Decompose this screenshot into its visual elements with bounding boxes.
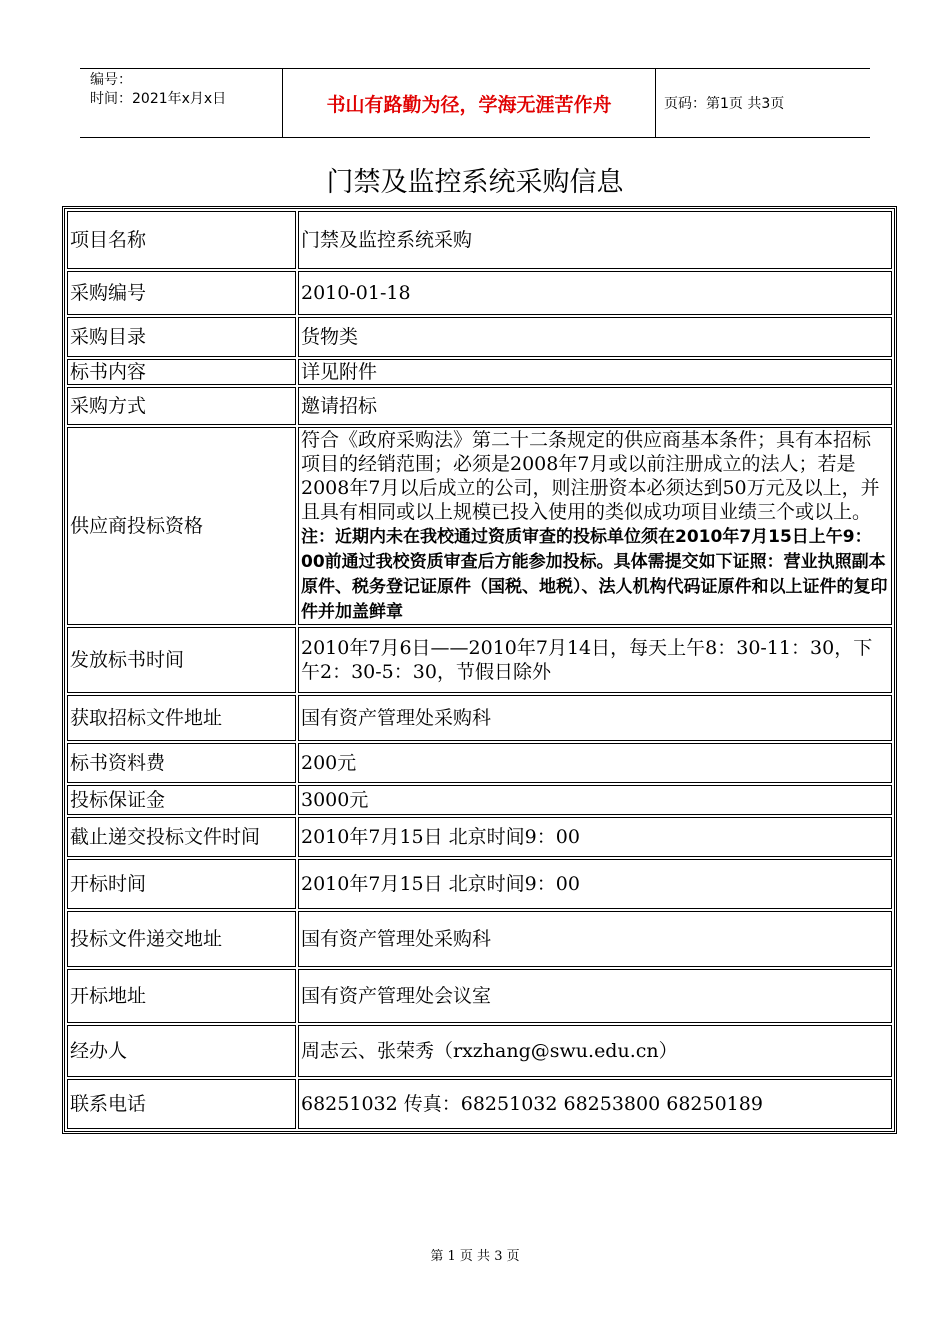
row-label: 投标文件递交地址 [67,911,296,967]
row-label: 截止递交投标文件时间 [67,817,296,857]
row-value-qualification [298,427,892,625]
row-label: 标书资料费 [67,743,296,783]
row-value: 门禁及监控系统采购 [298,211,892,269]
row-value: 货物类 [298,317,892,357]
date-line: 时间：2021年x月x日 [90,91,227,107]
row-label: 采购编号 [67,271,296,315]
qualification-note: 注：近期内未在我校通过资质审查的投标单位须在2010年7月15日上午9：00前通过我校资质审查后方能参加投标。具体需提交如下证照：营业执照副本原件、税务登记证原件（国税、地税）、法人机构代码证原件和以上证件的复印件并加盖鲜章 [301,527,888,622]
table-row [67,785,892,815]
row-value: 国有资产管理处采购科 [298,695,892,741]
table-row [67,695,892,741]
row-label: 联系电话 [67,1079,296,1129]
row-value: 2010年7月15日 北京时间9：00 [298,859,892,909]
table-row [67,211,892,269]
table-row [67,859,892,909]
table-row [67,817,892,857]
table-row [67,627,892,693]
number-label: 编号： [90,72,132,88]
table-row [67,427,892,625]
row-value: 200元 [298,743,892,783]
row-value: 国有资产管理处采购科 [298,911,892,967]
procurement-info-table [62,206,897,1134]
page-header [80,68,870,138]
table-row [67,743,892,783]
row-label: 经办人 [67,1025,296,1077]
row-value: 2010年7月6日——2010年7月14日，每天上午8：30-11：30，下午2：30-5：30，节假日除外 [298,627,892,693]
header-motto: 书山有路勤为径，学海无涯苦作舟 [282,69,656,137]
row-value: 周志云、张荣秀（rxzhang@swu.edu.cn） [298,1025,892,1077]
row-label: 开标时间 [67,859,296,909]
row-label: 采购方式 [67,387,296,425]
header-meta [80,69,282,137]
header-page-info: 页码：第1页 共3页 [664,96,785,112]
row-label: 开标地址 [67,969,296,1023]
row-label: 投标保证金 [67,785,296,815]
document-title: 门禁及监控系统采购信息 [326,167,624,198]
row-label: 发放标书时间 [67,627,296,693]
row-value: 3000元 [298,785,892,815]
row-value: 2010年7月15日 北京时间9：00 [298,817,892,857]
row-label: 获取招标文件地址 [67,695,296,741]
table-row [67,911,892,967]
row-value: 邀请招标 [298,387,892,425]
page-footer: 第 1 页 共 3 页 [430,1249,520,1264]
row-label: 标书内容 [67,359,296,385]
qualification-text: 符合《政府采购法》第二十二条规定的供应商基本条件；具有本招标项目的经销范围；必须是2008年7月或以前注册成立的法人；若是2008年7月以后成立的公司，则注册资本必须达到50万元及以上，并且具有相同或以上规模已投入使用的类似成功项目业绩三个或以上。 [301,429,880,523]
table-row [67,969,892,1023]
row-value: 详见附件 [298,359,892,385]
table-row [67,1079,892,1129]
row-label: 项目名称 [67,211,296,269]
row-value: 2010-01-18 [298,271,892,315]
table-row [67,387,892,425]
table-row [67,271,892,315]
table-row [67,359,892,385]
row-label: 采购目录 [67,317,296,357]
table-row [67,317,892,357]
row-value: 68251032 传真：68251032 68253800 68250189 [298,1079,892,1129]
row-value: 国有资产管理处会议室 [298,969,892,1023]
table-row [67,1025,892,1077]
row-label: 供应商投标资格 [67,427,296,625]
